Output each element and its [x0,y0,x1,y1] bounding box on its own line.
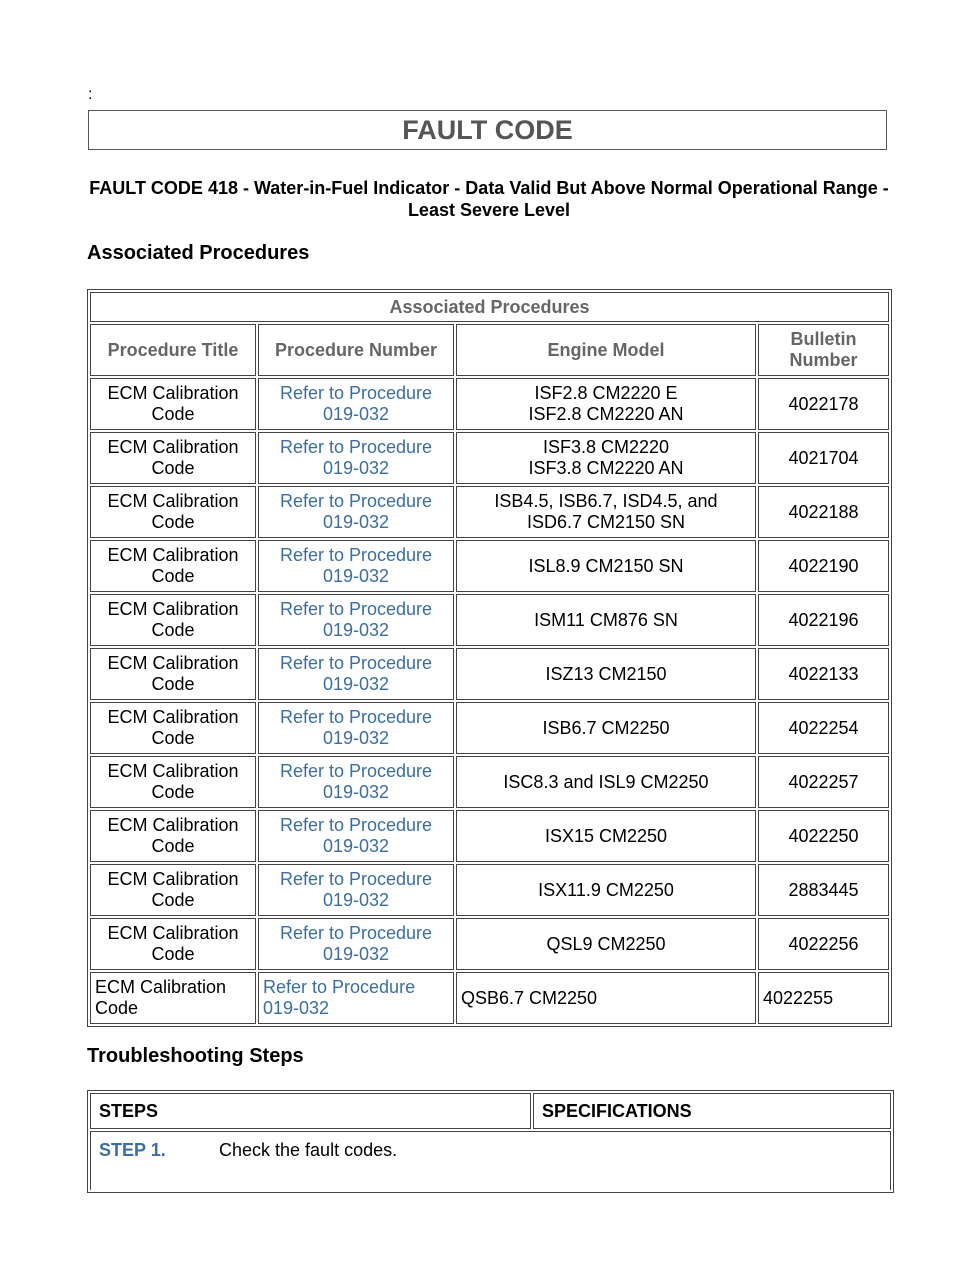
table-row [90,756,889,808]
engine-model-line: ISF3.8 CM2220 AN [528,458,684,478]
engine-model-cell [456,594,756,646]
bulletin-number-cell: 4022133 [758,648,889,700]
table-row [90,648,889,700]
bulletin-number-cell: 2883445 [758,864,889,916]
engine-model-line: ISB4.5, ISB6.7, ISD4.5, and [494,491,718,511]
bulletin-number-cell: 4022178 [758,378,889,430]
engine-model-cell [456,540,756,592]
procedure-title-cell: ECM Calibration Code [90,486,256,538]
table-row [90,378,889,430]
leading-colon: : [88,86,93,103]
engine-model-cell [456,918,756,970]
associated-procedures-table [87,289,892,1027]
table-row [90,864,889,916]
procedure-title-cell: ECM Calibration Code [90,540,256,592]
procedure-title-cell: ECM Calibration Code [90,972,256,1024]
bulletin-number-cell: 4022250 [758,810,889,862]
procedure-title-cell: ECM Calibration Code [90,378,256,430]
column-header-bulletin-number: Bulletin Number [758,324,889,376]
procedure-number-link[interactable]: Refer to Procedure 019-032 [258,864,454,916]
table-row [90,540,889,592]
engine-model-line: ISF2.8 CM2220 AN [528,404,684,424]
engine-model-cell [456,702,756,754]
procedure-number-link[interactable]: Refer to Procedure 019-032 [258,918,454,970]
bulletin-number-cell: 4021704 [758,432,889,484]
engine-model-line: ISL8.9 CM2150 SN [528,555,684,576]
step-1-link[interactable]: STEP 1. [99,1140,166,1160]
fault-code-banner: FAULT CODE [88,110,887,150]
associated-procedures-heading: Associated Procedures [87,242,310,264]
procedure-number-link[interactable]: Refer to Procedure 019-032 [258,972,454,1024]
bulletin-number-cell: 4022255 [758,972,889,1024]
troubleshooting-steps-heading: Troubleshooting Steps [87,1045,304,1067]
engine-model-line: QSL9 CM2250 [546,933,666,954]
column-header-procedure-number: Procedure Number [258,324,454,376]
engine-model-cell [456,486,756,538]
column-header-specifications: SPECIFICATIONS [533,1093,891,1129]
engine-model-line: ISD6.7 CM2150 SN [526,512,686,532]
engine-model-line: ISX11.9 CM2250 [538,879,674,900]
engine-model-line: ISM11 CM876 SN [534,609,678,630]
table-row [90,486,889,538]
procedure-number-link[interactable]: Refer to Procedure 019-032 [258,648,454,700]
troubleshooting-steps-table [87,1090,894,1193]
procedure-number-link[interactable]: Refer to Procedure 019-032 [258,702,454,754]
engine-model-line: ISC8.3 and ISL9 CM2250 [503,771,709,792]
table-row [90,918,889,970]
table-row [90,972,889,1024]
procedure-number-link[interactable]: Refer to Procedure 019-032 [258,486,454,538]
engine-model-cell [456,648,756,700]
bulletin-number-cell: 4022254 [758,702,889,754]
engine-model-cell [456,378,756,430]
column-header-procedure-title: Procedure Title [90,324,256,376]
procedure-number-link[interactable]: Refer to Procedure 019-032 [258,810,454,862]
procedure-title-cell: ECM Calibration Code [90,648,256,700]
table-row [90,594,889,646]
procedure-title-cell: ECM Calibration Code [90,918,256,970]
step-1-text: Check the fault codes. [219,1140,398,1160]
engine-model-cell [456,972,756,1024]
engine-model-line: ISF3.8 CM2220 [542,437,670,457]
procedure-number-link[interactable]: Refer to Procedure 019-032 [258,432,454,484]
column-header-engine-model: Engine Model [456,324,756,376]
procedure-number-link[interactable]: Refer to Procedure 019-032 [258,756,454,808]
engine-model-line: ISZ13 CM2150 [545,663,667,684]
table-row [90,810,889,862]
procedure-title-cell: ECM Calibration Code [90,864,256,916]
step-row [90,1131,891,1190]
bulletin-number-cell: 4022190 [758,540,889,592]
table-caption: Associated Procedures [90,292,889,322]
engine-model-line: ISF2.8 CM2220 E [534,383,678,403]
table-row [90,702,889,754]
engine-model-cell [456,810,756,862]
engine-model-cell [456,432,756,484]
procedure-title-cell: ECM Calibration Code [90,432,256,484]
procedure-title-cell: ECM Calibration Code [90,594,256,646]
fault-code-title: FAULT CODE 418 - Water-in-Fuel Indicator - Data Valid But Above Normal Operational Range - Least Severe Level [89,178,889,220]
bulletin-number-cell: 4022256 [758,918,889,970]
table-row [90,432,889,484]
engine-model-line: QSB6.7 CM2250 [461,987,598,1008]
procedure-title-cell: ECM Calibration Code [90,810,256,862]
procedure-number-link[interactable]: Refer to Procedure 019-032 [258,378,454,430]
procedure-number-link[interactable]: Refer to Procedure 019-032 [258,594,454,646]
bulletin-number-cell: 4022196 [758,594,889,646]
procedure-number-link[interactable]: Refer to Procedure 019-032 [258,540,454,592]
bulletin-number-cell: 4022257 [758,756,889,808]
engine-model-line: ISB6.7 CM2250 [542,717,670,738]
bulletin-number-cell: 4022188 [758,486,889,538]
procedure-title-cell: ECM Calibration Code [90,702,256,754]
engine-model-cell [456,756,756,808]
engine-model-cell [456,864,756,916]
procedure-title-cell: ECM Calibration Code [90,756,256,808]
engine-model-line: ISX15 CM2250 [544,825,668,846]
column-header-steps: STEPS [90,1093,531,1129]
